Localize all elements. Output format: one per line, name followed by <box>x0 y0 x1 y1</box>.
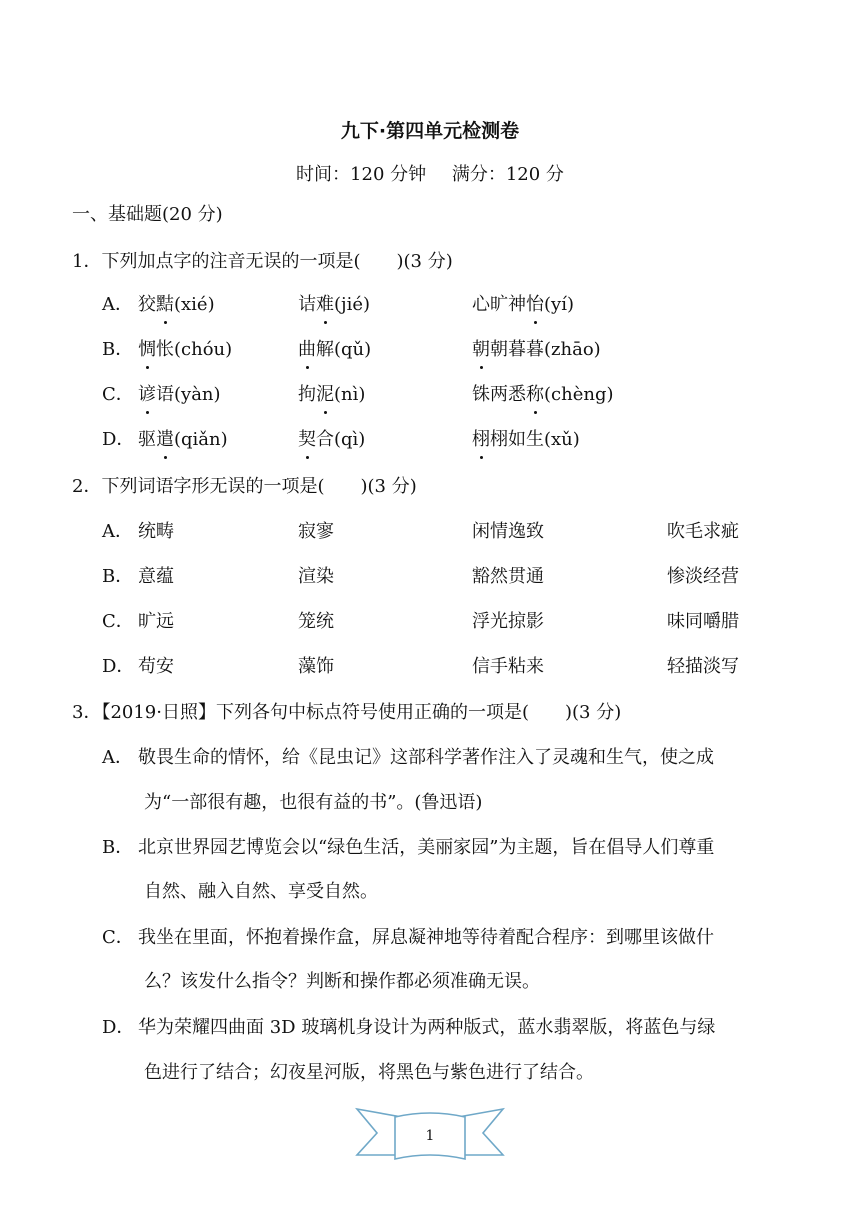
section-heading: 一、基础题(20 分) <box>72 204 223 225</box>
q3-option-a-label: A． <box>102 747 133 768</box>
q2-b-word3: 豁然贯通 <box>472 566 544 587</box>
exam-info <box>0 160 860 186</box>
q1-d-word2: 契合(qì) <box>298 427 365 453</box>
q1-option-b <box>102 337 802 363</box>
q2-c-word3: 浮光掠影 <box>472 611 544 632</box>
q2-a-word4: 吹毛求疵 <box>667 521 739 542</box>
q1-c-word2: 拘泥(nì) <box>298 382 365 408</box>
q3-option-c-line1: 我坐在里面，怀抱着操作盒，屏息凝神地等待着配合程序：到哪里该做什 <box>138 927 714 948</box>
option-label: C． <box>102 611 134 632</box>
q1-c-word3: 铢两悉称(chèng) <box>472 382 614 408</box>
q3-option-b-label: B． <box>102 837 134 858</box>
q2-option-c <box>102 609 802 635</box>
option-label: C． <box>102 384 134 405</box>
q1-b-word3: 朝朝暮暮(zhāo) <box>472 337 601 363</box>
page-number: 1 <box>425 1128 435 1144</box>
q2-a-word2: 寂寥 <box>298 521 334 542</box>
option-label: D． <box>102 656 135 677</box>
option-label: D． <box>102 429 135 450</box>
q1-option-c <box>102 382 802 408</box>
q1-d-word1: 驱遣(qiǎn) <box>138 427 228 453</box>
q1-option-a <box>102 292 802 318</box>
q3-option-c-label: C． <box>102 927 134 948</box>
q3-option-c-line2: 么？该发什么指令？判断和操作都必须准确无误。 <box>144 971 540 992</box>
q2-c-word1: 旷远 <box>138 611 174 632</box>
q2-b-word1: 意蕴 <box>138 566 174 587</box>
question-3-stem: 3．【2019·日照】下列各句中标点符号使用正确的一项是( )(3 分) <box>72 702 622 723</box>
q3-option-a-line2: 为“一部很有趣，也很有益的书”。(鲁迅语) <box>144 792 483 813</box>
q3-option-b-line1: 北京世界园艺博览会以“绿色生活，美丽家园”为主题，旨在倡导人们尊重 <box>138 837 715 858</box>
q2-d-word2: 藻饰 <box>298 656 334 677</box>
option-label: B． <box>102 339 134 360</box>
q1-c-word1: 谚语(yàn) <box>138 382 221 408</box>
time-limit: 时间：120 分钟 <box>296 164 427 185</box>
q2-option-d <box>102 654 802 680</box>
q2-option-b <box>102 564 802 590</box>
q1-a-word2: 诘难(jié) <box>298 292 370 318</box>
q1-d-word3: 栩栩如生(xǔ) <box>472 427 580 453</box>
q2-a-word3: 闲情逸致 <box>472 521 544 542</box>
q1-b-word2: 曲解(qǔ) <box>298 337 371 363</box>
q1-a-word3: 心旷神怡(yí) <box>472 292 574 318</box>
q2-b-word2: 渲染 <box>298 566 334 587</box>
q2-d-word1: 苟安 <box>138 656 174 677</box>
q1-b-word1: 惆怅(chóu) <box>138 337 232 363</box>
q2-c-word4: 味同嚼腊 <box>667 611 739 632</box>
option-label: B． <box>102 566 134 587</box>
q2-d-word3: 信手粘来 <box>472 656 544 677</box>
page-title: 九下·第四单元检测卷 <box>340 120 520 142</box>
question-2-stem: 2．下列词语字形无误的一项是( )(3 分) <box>72 476 417 497</box>
q3-option-a-line1: 敬畏生命的情怀，给《昆虫记》这部科学著作注入了灵魂和生气，使之成 <box>138 747 714 768</box>
question-1-stem: 1．下列加点字的注音无误的一项是( )(3 分) <box>72 251 453 272</box>
q3-option-d-line2: 色进行了结合；幻夜星河版，将黑色与紫色进行了结合。 <box>144 1062 594 1083</box>
q3-option-d-line1: 华为荣耀四曲面 3D 玻璃机身设计为两种版式，蓝水翡翠版，将蓝色与绿 <box>138 1017 716 1038</box>
q2-option-a <box>102 519 802 545</box>
full-score: 满分：120 分 <box>451 164 564 185</box>
q3-option-b-line2: 自然、融入自然、享受自然。 <box>144 881 378 902</box>
q2-b-word4: 惨淡经营 <box>667 566 739 587</box>
q3-option-d-label: D． <box>102 1017 135 1038</box>
q2-d-word4: 轻描淡写 <box>667 656 739 677</box>
q1-option-d <box>102 427 802 453</box>
option-label: A． <box>102 521 133 542</box>
q2-c-word2: 笼统 <box>298 611 334 632</box>
q1-a-word1: 狡黠(xié) <box>138 292 215 318</box>
q2-a-word1: 统畴 <box>138 521 174 542</box>
option-label: A． <box>102 294 133 315</box>
